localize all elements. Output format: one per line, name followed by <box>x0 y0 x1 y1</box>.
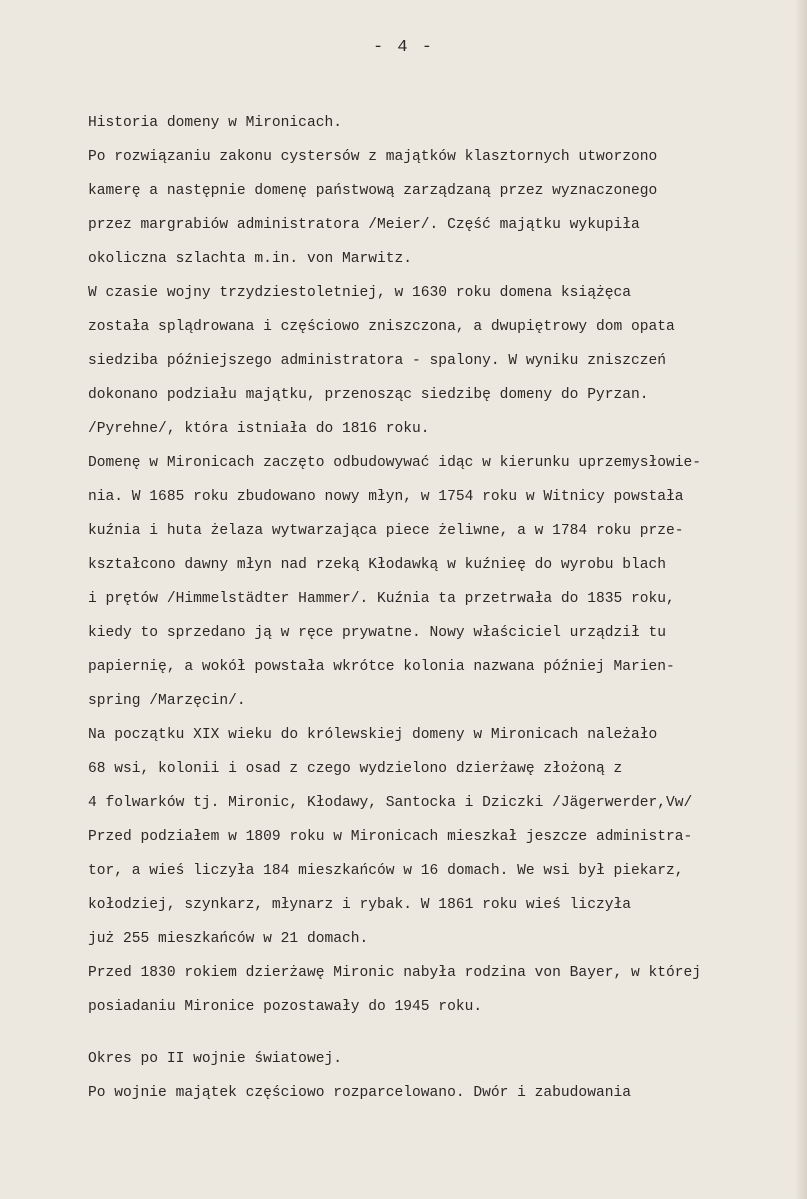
text-line: kształcono dawny młyn nad rzeką Kłodawką w kuźnieę do wyrobu blach <box>88 557 667 573</box>
text-line: kamerę a następnie domenę państwową zarządzaną przez wyznaczonego <box>88 183 658 199</box>
text-line: już 255 mieszkańców w 21 domach. <box>88 931 369 947</box>
text-line: tor, a wieś liczyła 184 mieszkańców w 16 domach. We wsi był piekarz, <box>88 863 684 879</box>
section-heading-history: Historia domeny w Mironicach. <box>88 115 342 131</box>
text-line: Domenę w Mironicach zaczęto odbudowywać idąc w kierunku uprzemysłowie- <box>88 455 702 471</box>
text-line: i prętów /Himmelstädter Hammer/. Kuźnia ta przetrwała do 1835 roku, <box>88 591 675 607</box>
text-line: kiedy to sprzedano ją w ręce prywatne. Nowy właściciel urządził tu <box>88 625 667 641</box>
text-line: Po rozwiązaniu zakonu cystersów z majątków klasztornych utworzono <box>88 149 658 165</box>
page-number: - 4 - <box>372 38 434 57</box>
document-body <box>88 106 803 1110</box>
text-line: 68 wsi, kolonii i osad z czego wydzielono dzierżawę złożoną z <box>88 761 623 777</box>
text-line: kołodziej, szynkarz, młynarz i rybak. W 1861 roku wieś liczyła <box>88 897 631 913</box>
text-line: siedziba późniejszego administratora - spalony. W wyniku zniszczeń <box>88 353 667 369</box>
text-line: nia. W 1685 roku zbudowano nowy młyn, w 1754 roku w Witnicy powstała <box>88 489 684 505</box>
text-line: kuźnia i huta żelaza wytwarzająca piece żeliwne, a w 1784 roku prze- <box>88 523 684 539</box>
text-line: została splądrowana i częściowo zniszczona, a dwupiętrowy dom opata <box>88 319 675 335</box>
text-line: /Pyrehne/, która istniała do 1816 roku. <box>88 421 430 437</box>
paragraph-gap <box>88 1024 803 1042</box>
text-line: spring /Marzęcin/. <box>88 693 246 709</box>
section-heading-postwar: Okres po II wojnie światowej. <box>88 1051 342 1067</box>
text-line: W czasie wojny trzydziestoletniej, w 1630 roku domena książęca <box>88 285 631 301</box>
text-line: Przed podziałem w 1809 roku w Mironicach mieszkał jeszcze administra- <box>88 829 693 845</box>
text-line: dokonano podziału majątku, przenosząc siedzibę domeny do Pyrzan. <box>88 387 649 403</box>
text-line: Przed 1830 rokiem dzierżawę Mironic nabyła rodzina von Bayer, w której <box>88 965 702 981</box>
text-line: Na początku XIX wieku do królewskiej domeny w Mironicach należało <box>88 727 658 743</box>
text-line: posiadaniu Mironice pozostawały do 1945 roku. <box>88 999 483 1015</box>
text-line: przez margrabiów administratora /Meier/. Część majątku wykupiła <box>88 217 640 233</box>
text-line: papiernię, a wokół powstała wkrótce kolonia nazwana później Marien- <box>88 659 675 675</box>
text-line: Po wojnie majątek częściowo rozparcelowano. Dwór i zabudowania <box>88 1085 631 1101</box>
text-line: 4 folwarków tj. Mironic, Kłodawy, Santocka i Dziczki /Jägerwerder,Vw/ <box>88 795 693 811</box>
text-line: okoliczna szlachta m.in. von Marwitz. <box>88 251 413 267</box>
